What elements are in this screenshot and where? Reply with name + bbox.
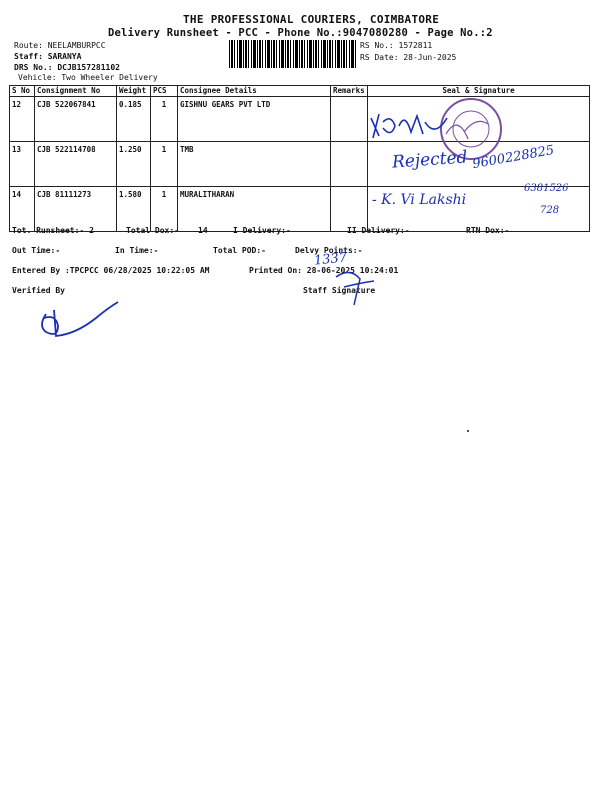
cell-weight: 1.580 <box>117 187 151 232</box>
staff-signature-icon <box>330 265 380 310</box>
barcode <box>229 40 357 68</box>
cell-sno: 13 <box>10 142 35 187</box>
rtn-dox: RTN Dox:- <box>466 226 510 235</box>
document-subtitle: Delivery Runsheet - PCC - Phone No.:9047080280 - Page No.:2 <box>108 27 493 39</box>
cell-consignment: CJB 522114708 <box>35 142 117 187</box>
header-sno: S No <box>10 86 35 97</box>
vehicle-label: Vehicle: Two Wheeler Delivery <box>18 73 158 82</box>
row12-signature-icon <box>365 108 455 143</box>
drs-number: DRS No.: DCJB157281102 <box>14 63 120 72</box>
staff-signature-label: Staff Signature <box>303 286 376 295</box>
header-consignee: Consignee Details <box>178 86 331 97</box>
header-seal-signature: Seal & Signature <box>368 86 590 97</box>
cell-weight: 0.185 <box>117 97 151 142</box>
header-remarks: Remarks <box>331 86 368 97</box>
cell-sno: 14 <box>10 187 35 232</box>
total-runsheet: Tot. Runsheet:- 2 <box>12 226 94 235</box>
handwritten-phone2: 6381526 <box>524 183 569 194</box>
cell-consignee: TMB <box>178 142 331 187</box>
cell-remarks <box>331 187 368 232</box>
printed-on: Printed On: 28-06-2025 10:24:01 <box>249 266 399 275</box>
verified-signature-icon <box>36 300 122 342</box>
cell-pcs: 1 <box>151 187 178 232</box>
in-time: In Time:- <box>115 246 159 255</box>
handwritten-staff-mark: 1337 <box>313 250 348 269</box>
ii-delivery: II Delivery:- <box>347 226 410 235</box>
cell-consignee: MURALITHARAN <box>178 187 331 232</box>
route-label: Route: NEELAMBURPCC <box>14 41 106 50</box>
cell-consignment: CJB 522067841 <box>35 97 117 142</box>
cell-sno: 12 <box>10 97 35 142</box>
entered-by: Entered By :TPCPCC 06/28/2025 10:22:05 AM <box>12 266 210 275</box>
i-delivery: I Delivery:- <box>233 226 291 235</box>
table-row <box>10 187 590 232</box>
staff-label: Staff: SARANYA <box>14 52 82 61</box>
cell-weight: 1.250 <box>117 142 151 187</box>
total-pod: Total POD:- <box>213 246 266 255</box>
cell-remarks <box>331 97 368 142</box>
total-dox-label: Total Dox:- <box>126 226 179 235</box>
rs-number: RS No.: 1572811 <box>360 41 433 50</box>
handwritten-rejected: Rejected <box>391 147 469 173</box>
cell-consignment: CJB 81111273 <box>35 187 117 232</box>
document-title: THE PROFESSIONAL COURIERS, COIMBATORE <box>183 13 440 26</box>
handwritten-phone: 9600228825 <box>471 142 556 173</box>
rs-date: RS Date: 28-Jun-2025 <box>360 53 457 62</box>
header-pcs: PCS <box>151 86 178 97</box>
delivery-points: Delvy Points:- <box>295 246 363 255</box>
cell-remarks <box>331 142 368 187</box>
scan-speck <box>467 430 469 432</box>
out-time: Out Time:- <box>12 246 61 255</box>
cell-pcs: 1 <box>151 97 178 142</box>
verified-by: Verified By <box>12 286 65 295</box>
header-weight: Weight <box>117 86 151 97</box>
header-consignment: Consignment No <box>35 86 117 97</box>
total-dox-value: 14 <box>198 226 208 235</box>
cell-pcs: 1 <box>151 142 178 187</box>
handwritten-name: - K. Vi Lakshi <box>372 192 467 208</box>
handwritten-number: 728 <box>540 205 560 216</box>
cell-consignee: GISHNU GEARS PVT LTD <box>178 97 331 142</box>
